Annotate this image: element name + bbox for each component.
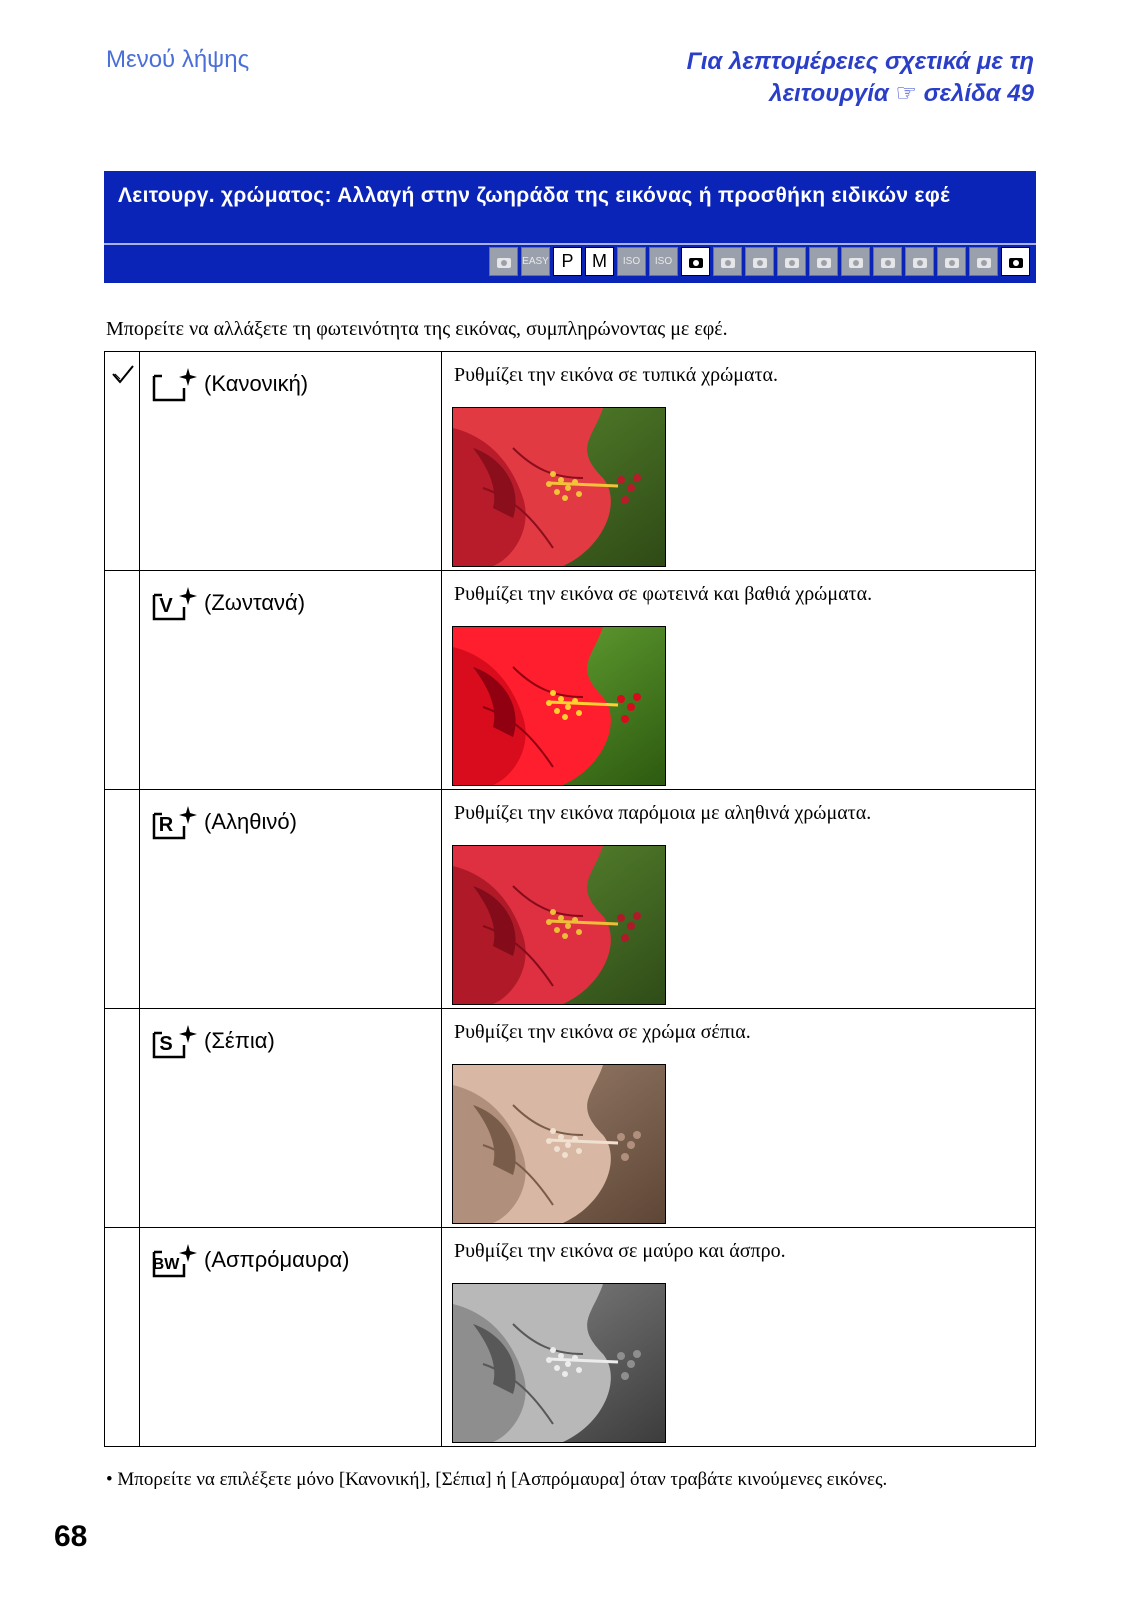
sample-photo-bw bbox=[452, 1283, 666, 1443]
option-row bbox=[105, 352, 1036, 571]
svg-text:BW: BW bbox=[152, 1256, 180, 1273]
manual-mode-icon-label: M bbox=[592, 251, 607, 271]
option-description-cell bbox=[442, 1228, 1036, 1447]
program-mode-icon-label: P bbox=[561, 251, 574, 271]
option-label-cell bbox=[140, 1009, 442, 1228]
option-name: (Κανονική) bbox=[204, 371, 309, 396]
default-check-cell bbox=[105, 1228, 140, 1447]
option-description: Ρυθμίζει την εικόνα σε χρώμα σέπια. bbox=[454, 1021, 751, 1043]
svg-text:R: R bbox=[158, 814, 174, 836]
footnote-text: Μπορείτε να επιλέξετε μόνο [Κανονική], [Σέπια] ή [Ασπρόμαυρα] όταν τραβάτε κινούμενες εικόνες. bbox=[117, 1469, 888, 1490]
option-description: Ρυθμίζει την εικόνα σε τυπικά χρώματα. bbox=[454, 364, 778, 386]
default-check-cell bbox=[105, 1009, 140, 1228]
option-row bbox=[105, 1228, 1036, 1447]
camera-mode-icon bbox=[489, 247, 518, 276]
option-label-cell bbox=[140, 790, 442, 1009]
sample-photo-vivid bbox=[452, 626, 666, 786]
option-description: Ρυθμίζει την εικόνα σε φωτεινά και βαθιά χρώματα. bbox=[454, 583, 873, 605]
sample-photo-normal bbox=[452, 407, 666, 567]
svg-text:S: S bbox=[159, 1033, 173, 1055]
banner-divider bbox=[104, 243, 1036, 245]
options-table bbox=[104, 351, 1036, 1447]
banner-title: Λειτουργ. χρώματος: Αλλαγή στην ζωηράδα της εικόνας ή προσθήκη ειδικών εφέ bbox=[118, 184, 950, 207]
program-mode-icon bbox=[553, 247, 582, 276]
footnote: • Μπορείτε να επιλέξετε μόνο [Κανονική], [Σέπια] ή [Ασπρόμαυρα] όταν τραβάτε κινούμενες εικόνες. bbox=[106, 1469, 888, 1490]
pointing-hand-icon: ☞ bbox=[895, 80, 917, 107]
high-iso-mode-icon-label: ISO bbox=[622, 256, 641, 267]
option-label bbox=[150, 366, 441, 402]
option-description-cell bbox=[442, 790, 1036, 1009]
option-label bbox=[150, 1023, 441, 1059]
color-mode-bw-icon bbox=[150, 1242, 198, 1278]
landscape-mode-icon bbox=[777, 247, 806, 276]
color-mode-normal-icon bbox=[150, 366, 198, 402]
option-row bbox=[105, 790, 1036, 1009]
easy-mode-icon-label: EASY bbox=[522, 256, 549, 267]
smile-mode-icon bbox=[713, 247, 742, 276]
reference-link[interactable] bbox=[514, 46, 1034, 110]
underwater-mode-icon bbox=[969, 247, 998, 276]
color-mode-vivid-icon bbox=[150, 585, 198, 621]
fireworks-mode-icon bbox=[937, 247, 966, 276]
option-label-cell bbox=[140, 571, 442, 790]
page-number: 68 bbox=[54, 1520, 88, 1553]
default-check-cell bbox=[105, 352, 140, 571]
color-mode-real-icon bbox=[150, 804, 198, 840]
portrait-mode-icon bbox=[745, 247, 774, 276]
default-check-cell bbox=[105, 790, 140, 1009]
night-mode-icon bbox=[841, 247, 870, 276]
option-name: (Σέπια) bbox=[204, 1028, 275, 1053]
option-label bbox=[150, 1242, 441, 1278]
option-label bbox=[150, 804, 441, 840]
svg-text:V: V bbox=[159, 595, 173, 617]
reference-mode-text: λειτουργία bbox=[769, 80, 889, 107]
color-mode-icon bbox=[681, 247, 710, 276]
option-description-cell bbox=[442, 1009, 1036, 1228]
option-row bbox=[105, 571, 1036, 790]
intro-text: Μπορείτε να αλλάξετε τη φωτεινότητα της εικόνας, συμπληρώνοντας με εφέ. bbox=[106, 318, 728, 340]
option-name: (Ζωντανά) bbox=[204, 590, 306, 615]
reference-line-1: Για λεπτομέρειες σχετικά με τη bbox=[686, 48, 1034, 75]
option-name: (Ασπρόμαυρα) bbox=[204, 1247, 350, 1272]
option-name: (Αληθινό) bbox=[204, 809, 297, 834]
snow-mode-icon bbox=[905, 247, 934, 276]
option-label bbox=[150, 585, 441, 621]
default-check-cell bbox=[105, 571, 140, 790]
option-description: Ρυθμίζει την εικόνα παρόμοια με αληθινά χρώματα. bbox=[454, 802, 872, 824]
manual-mode-icon bbox=[585, 247, 614, 276]
beach-mode-icon bbox=[873, 247, 902, 276]
night-portrait-mode-icon bbox=[809, 247, 838, 276]
reference-page-text: σελίδα 49 bbox=[923, 80, 1034, 107]
option-description: Ρυθμίζει την εικόνα σε μαύρο και άσπρο. bbox=[454, 1240, 786, 1262]
mode-icon-row bbox=[489, 247, 1030, 276]
feature-banner bbox=[104, 171, 1036, 283]
option-description-cell bbox=[442, 571, 1036, 790]
high-iso-plus-mode-icon bbox=[649, 247, 678, 276]
section-title: Μενού λήψης bbox=[106, 46, 250, 73]
movie-mode-icon bbox=[1001, 247, 1030, 276]
sample-photo-real bbox=[452, 845, 666, 1005]
default-check-icon bbox=[111, 362, 135, 386]
color-mode-sepia-icon bbox=[150, 1023, 198, 1059]
high-iso-plus-mode-icon-label: ISO bbox=[654, 256, 673, 267]
high-iso-mode-icon bbox=[617, 247, 646, 276]
option-description-cell bbox=[442, 352, 1036, 571]
easy-mode-icon bbox=[521, 247, 550, 276]
option-label-cell bbox=[140, 1228, 442, 1447]
option-row bbox=[105, 1009, 1036, 1228]
sample-photo-sepia bbox=[452, 1064, 666, 1224]
option-label-cell bbox=[140, 352, 442, 571]
